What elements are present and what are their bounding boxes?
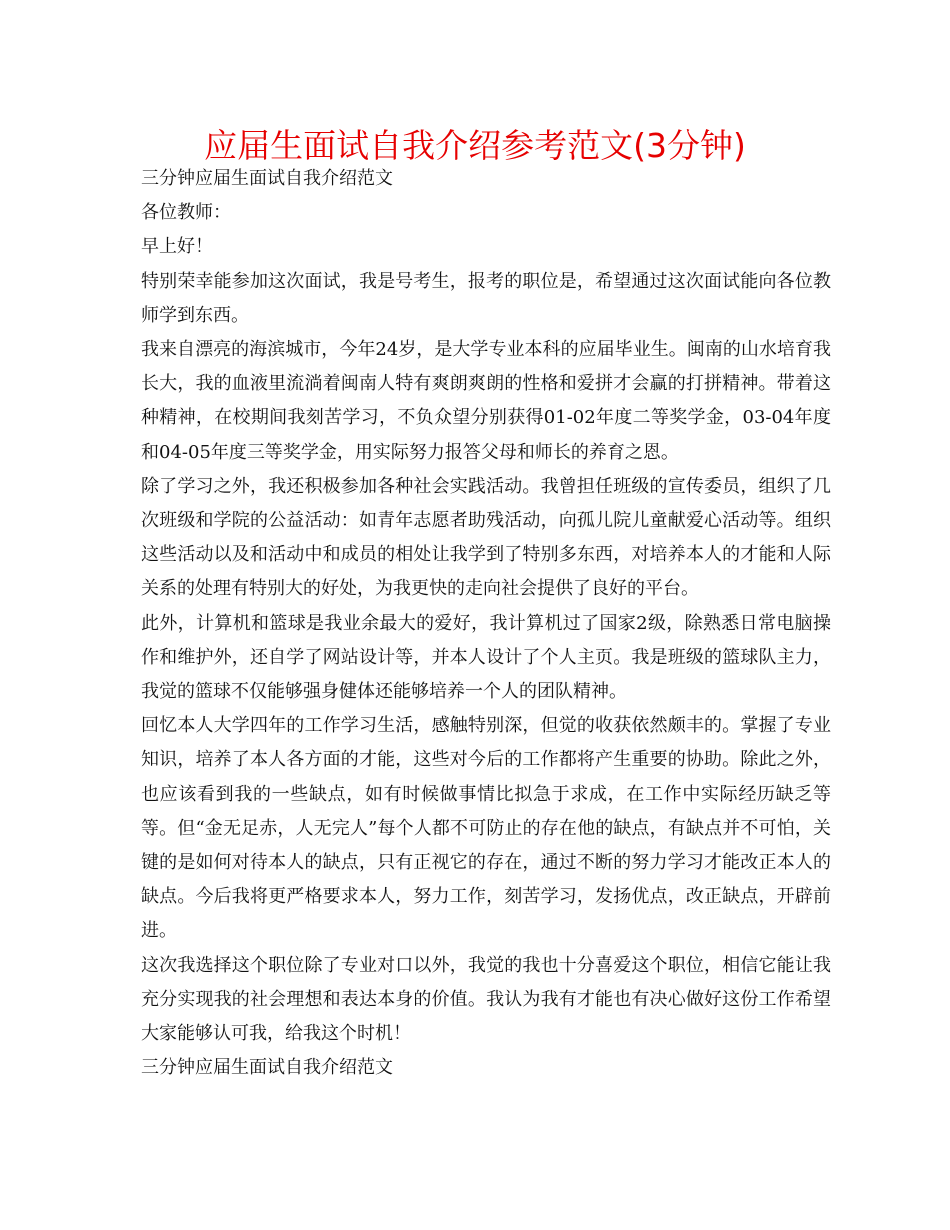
paragraph-salutation: 各位教师： [141,202,231,224]
paragraph-greeting: 早上好！ [141,236,213,258]
document-body [141,162,831,1085]
paragraph-hobbies: 此外，计算机和篮球是我业余最大的爱好，我计算机过了国家2级，除熟悉日常电脑操作和维护外，还自学了网站设计等，并本人设计了个人主页。我是班级的篮球队主力，我觉的篮球不仅能够强身健体还能够培养一个人的团队精神。 [141,612,831,703]
paragraph-intro: 特别荣幸能参加这次面试，我是号考生，报考的职位是，希望通过这次面试能向各位教师学到东西。 [141,270,831,326]
paragraph-next-heading: 三分钟应届生面试自我介绍范文 [141,1057,393,1079]
paragraph-activities: 除了学习之外，我还积极参加各种社会实践活动。我曾担任班级的宣传委员，组织了几次班级和学院的公益活动：如青年志愿者助残活动，向孤儿院儿童献爱心活动等。组织这些活动以及和活动中和成员的相处让我学到了特别多东西，对培养本人的才能和人际关系的处理有特别大的好处，为我更快的走向社会提供了良好的平台。 [141,475,831,600]
paragraph-subtitle: 三分钟应届生面试自我介绍范文 [141,168,393,189]
paragraph-reflection: 回忆本人大学四年的工作学习生活，感触特别深，但觉的收获依然颇丰的。掌握了专业知识，培养了本人各方面的才能，这些对今后的工作都将产生重要的协助。除此之外，也应该看到我的一些缺点，如有时候做事情比拟急于求成，在工作中实际经历缺乏等等。但“金无足赤，人无完人”每个人都不可防止的存在他的缺点，有缺点并不可怕，关键的是如何对待本人的缺点，只有正视它的存在，通过不断的努力学习才能改正本人的缺点。今后我将更严格要求本人，努力工作，刻苦学习，发扬优点，改正缺点，开辟前进。 [141,715,831,942]
document-title: 应届生面试自我介绍参考范文(3分钟) [204,126,746,165]
paragraph-background: 我来自漂亮的海滨城市，今年24岁，是大学专业本科的应届毕业生。闽南的山水培育我长大，我的血液里流淌着闽南人特有爽朗爽朗的性格和爱拼才会赢的打拼精神。带着这种精神，在校期间我刻苦学习，不负众望分别获得01-02年度二等奖学金，03-04年度和04-05年度三等奖学金，用实际努力报答父母和师长的养育之恩。 [141,339,831,463]
paragraph-closing: 这次我选择这个职位除了专业对口以外，我觉的我也十分喜爱这个职位，相信它能让我充分实现我的社会理想和表达本身的价值。我认为我有才能也有决心做好这份工作希望大家能够认可我，给我这个时机！ [141,954,831,1045]
